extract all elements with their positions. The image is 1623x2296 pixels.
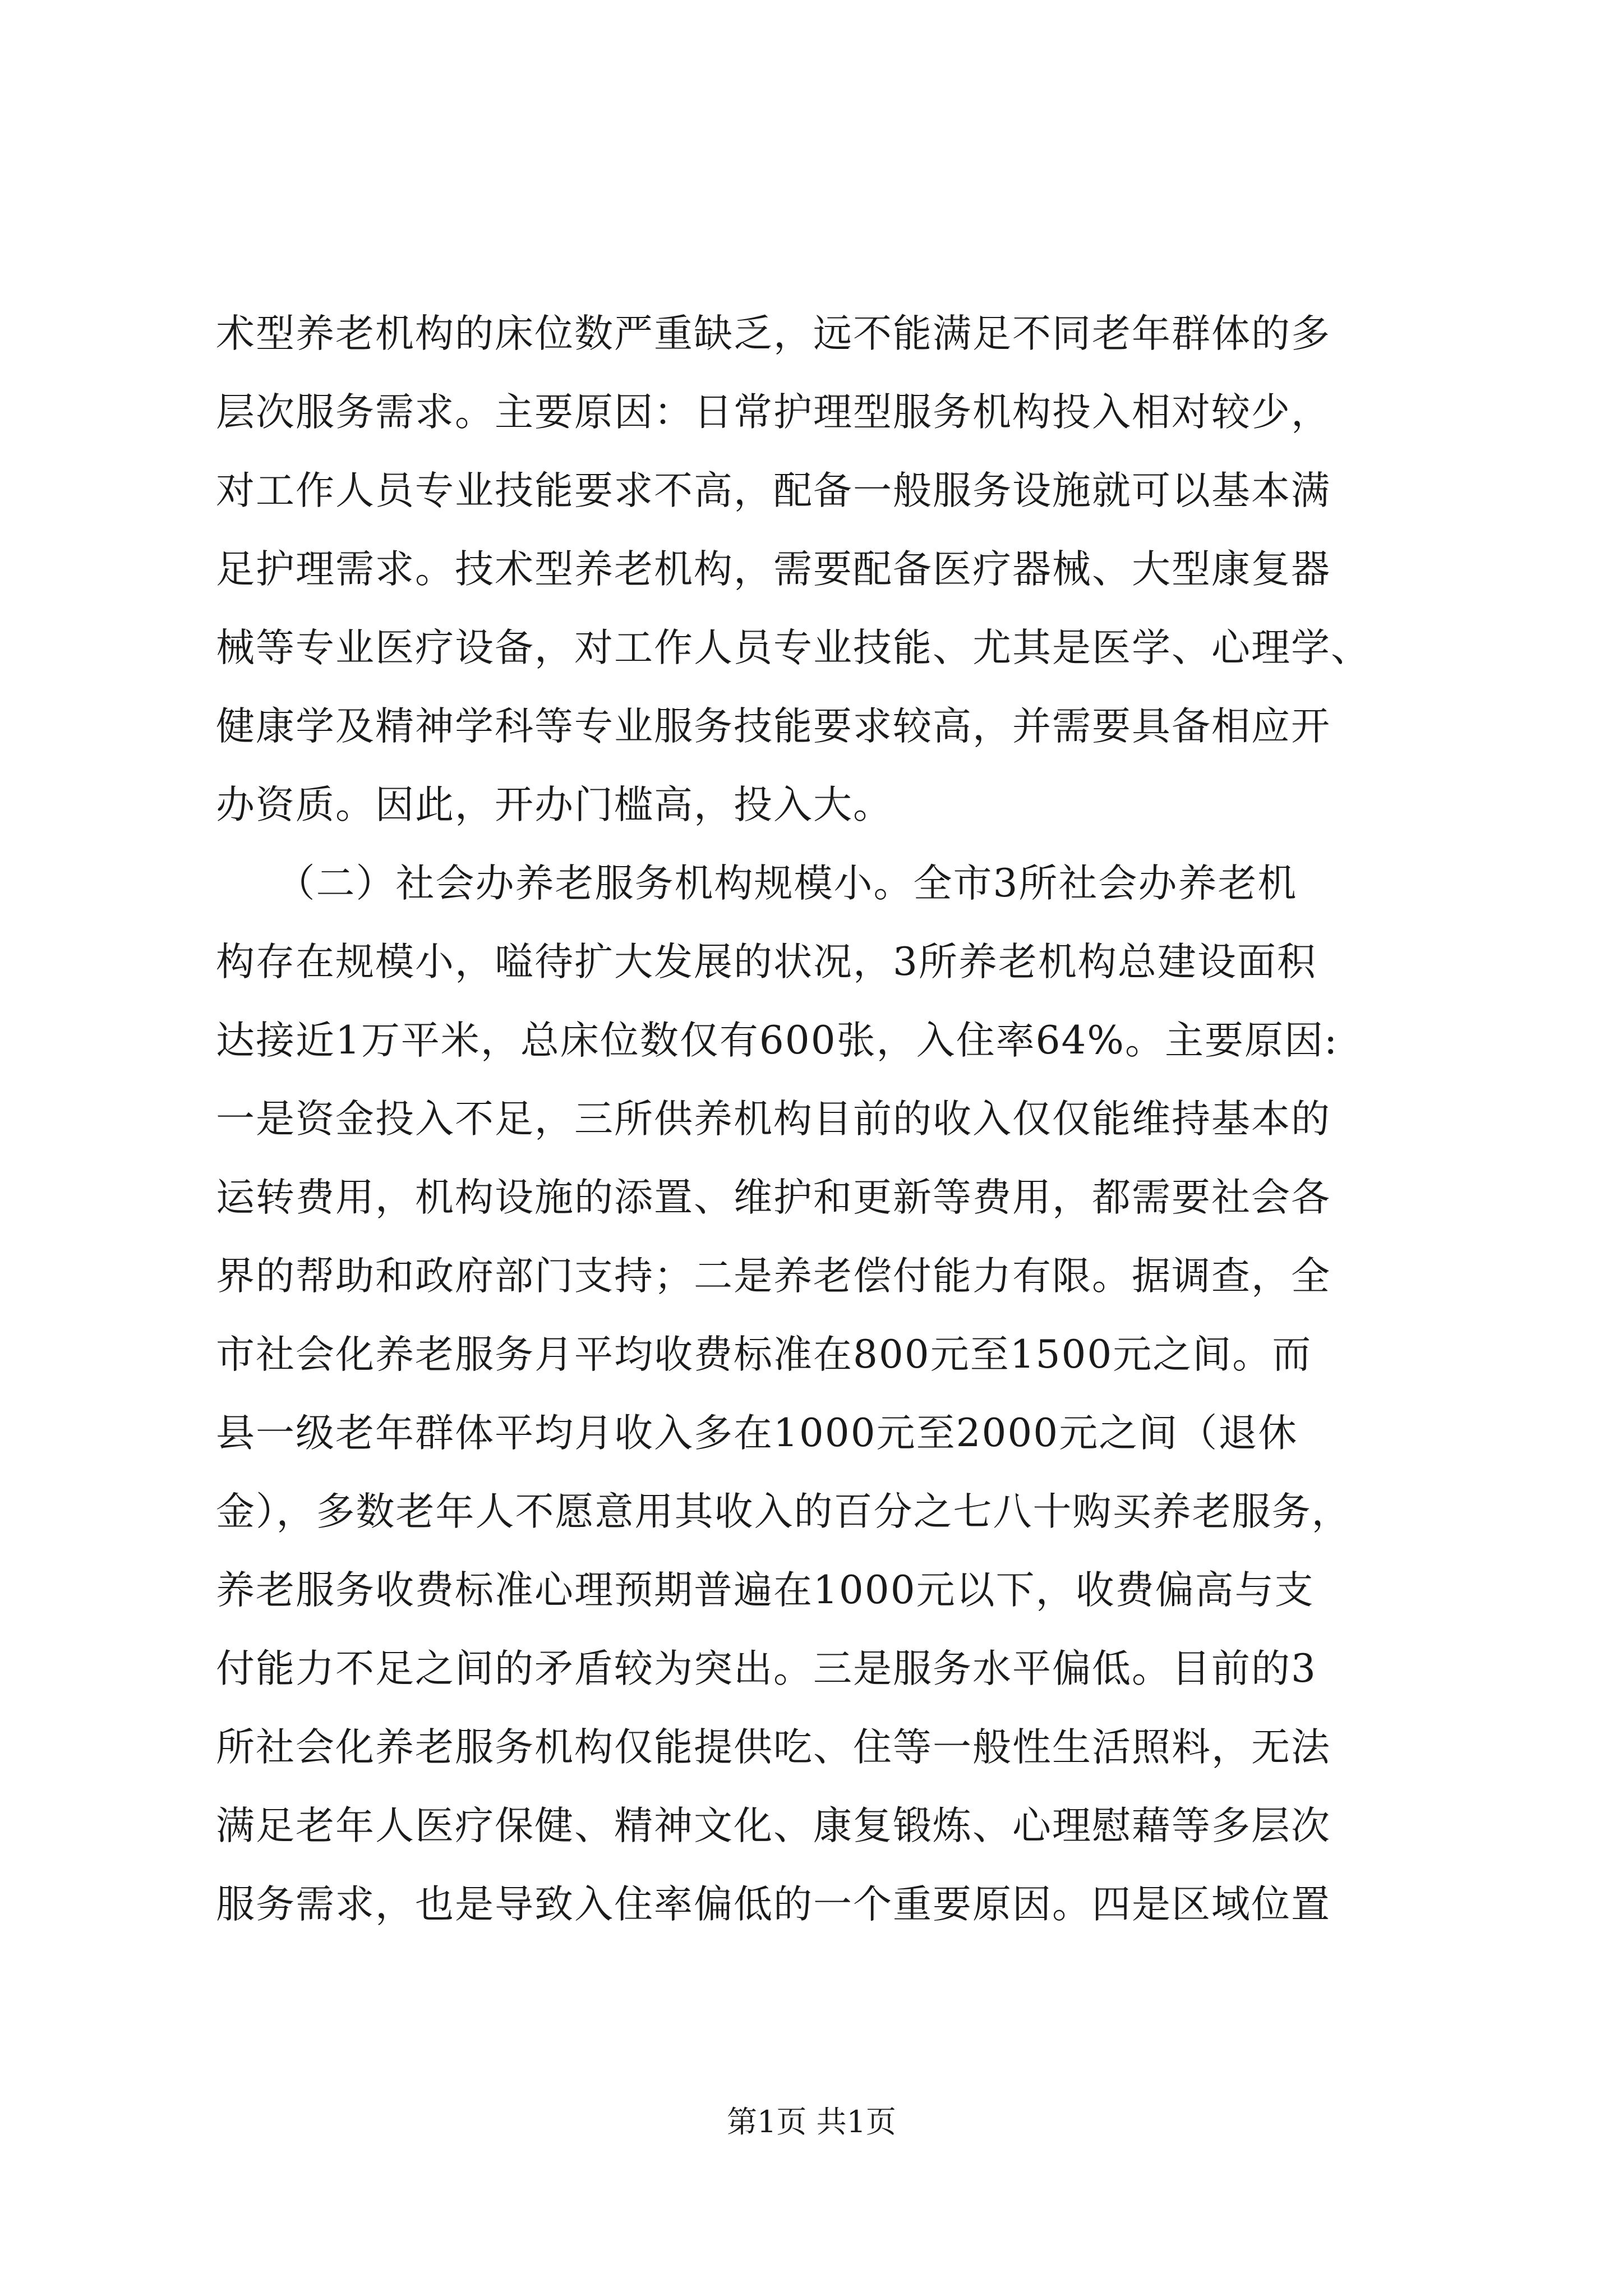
text-line: 构存在规模小，嗌待扩大发展的状况，3所养老机构总建设面积 (216, 940, 1317, 984)
text-line: 一是资金投入不足，三所供养机构目前的收入仅仅能维持基本的 (216, 1097, 1331, 1142)
section-heading-line: （二）社会办养老服务机构规模小。全市3所社会办养老机 (216, 861, 1298, 906)
text-line: 健康学及精神学科等专业服务技能要求较高，并需要具备相应开 (216, 704, 1331, 749)
text-line: 足护理需求。技术型养老机构，需要配备医疗器械、大型康复器 (216, 547, 1331, 592)
text-line: 市社会化养老服务月平均收费标准在800元至1500元之间。而 (216, 1332, 1312, 1377)
text-line: 层次服务需求。主要原因：日常护理型服务机构投入相对较少， (216, 390, 1331, 435)
text-line: 界的帮助和政府部门支持；二是养老偿付能力有限。据调查，全 (216, 1254, 1331, 1299)
text-line: 所社会化养老服务机构仅能提供吃、住等一般性生活照料，无法 (216, 1725, 1331, 1770)
text-line: 养老服务收费标准心理预期普遍在1000元以下，收费偏高与支 (216, 1568, 1315, 1613)
body-text (216, 295, 1433, 1944)
text-line: 付能力不足之间的矛盾较为突出。三是服务水平偏低。目前的3 (216, 1646, 1317, 1691)
text-line: 县一级老年群体平均月收入多在1000元至2000元之间（退休 (216, 1411, 1298, 1456)
text-line: 对工作人员专业技能要求不高，配备一般服务设施就可以基本满 (216, 468, 1331, 513)
text-line: 金），多数老年人不愿意用其收入的百分之七八十购买养老服务， (216, 1489, 1352, 1534)
text-line: 械等专业医疗设备，对工作人员专业技能、尤其是医学、心理学、 (216, 625, 1371, 670)
text-line: 办资质。因此，开办门槛高，投入大。 (216, 783, 893, 827)
page-footer: 第1页 共1页 (727, 2104, 896, 2139)
text-line: 服务需求，也是导致入住率偏低的一个重要原因。四是区域位置 (216, 1882, 1331, 1927)
text-line: 满足老年人医疗保健、精神文化、康复锻炼、心理慰藉等多层次 (216, 1803, 1331, 1848)
text-line: 运转费用，机构设施的添置、维护和更新等费用，都需要社会各 (216, 1175, 1331, 1220)
text-line: 术型养老机构的床位数严重缺乏，远不能满足不同老年群体的多 (216, 311, 1331, 356)
text-line: 达接近1万平米，总床位数仅有600张，入住率64%。主要原因: (216, 1018, 1339, 1063)
